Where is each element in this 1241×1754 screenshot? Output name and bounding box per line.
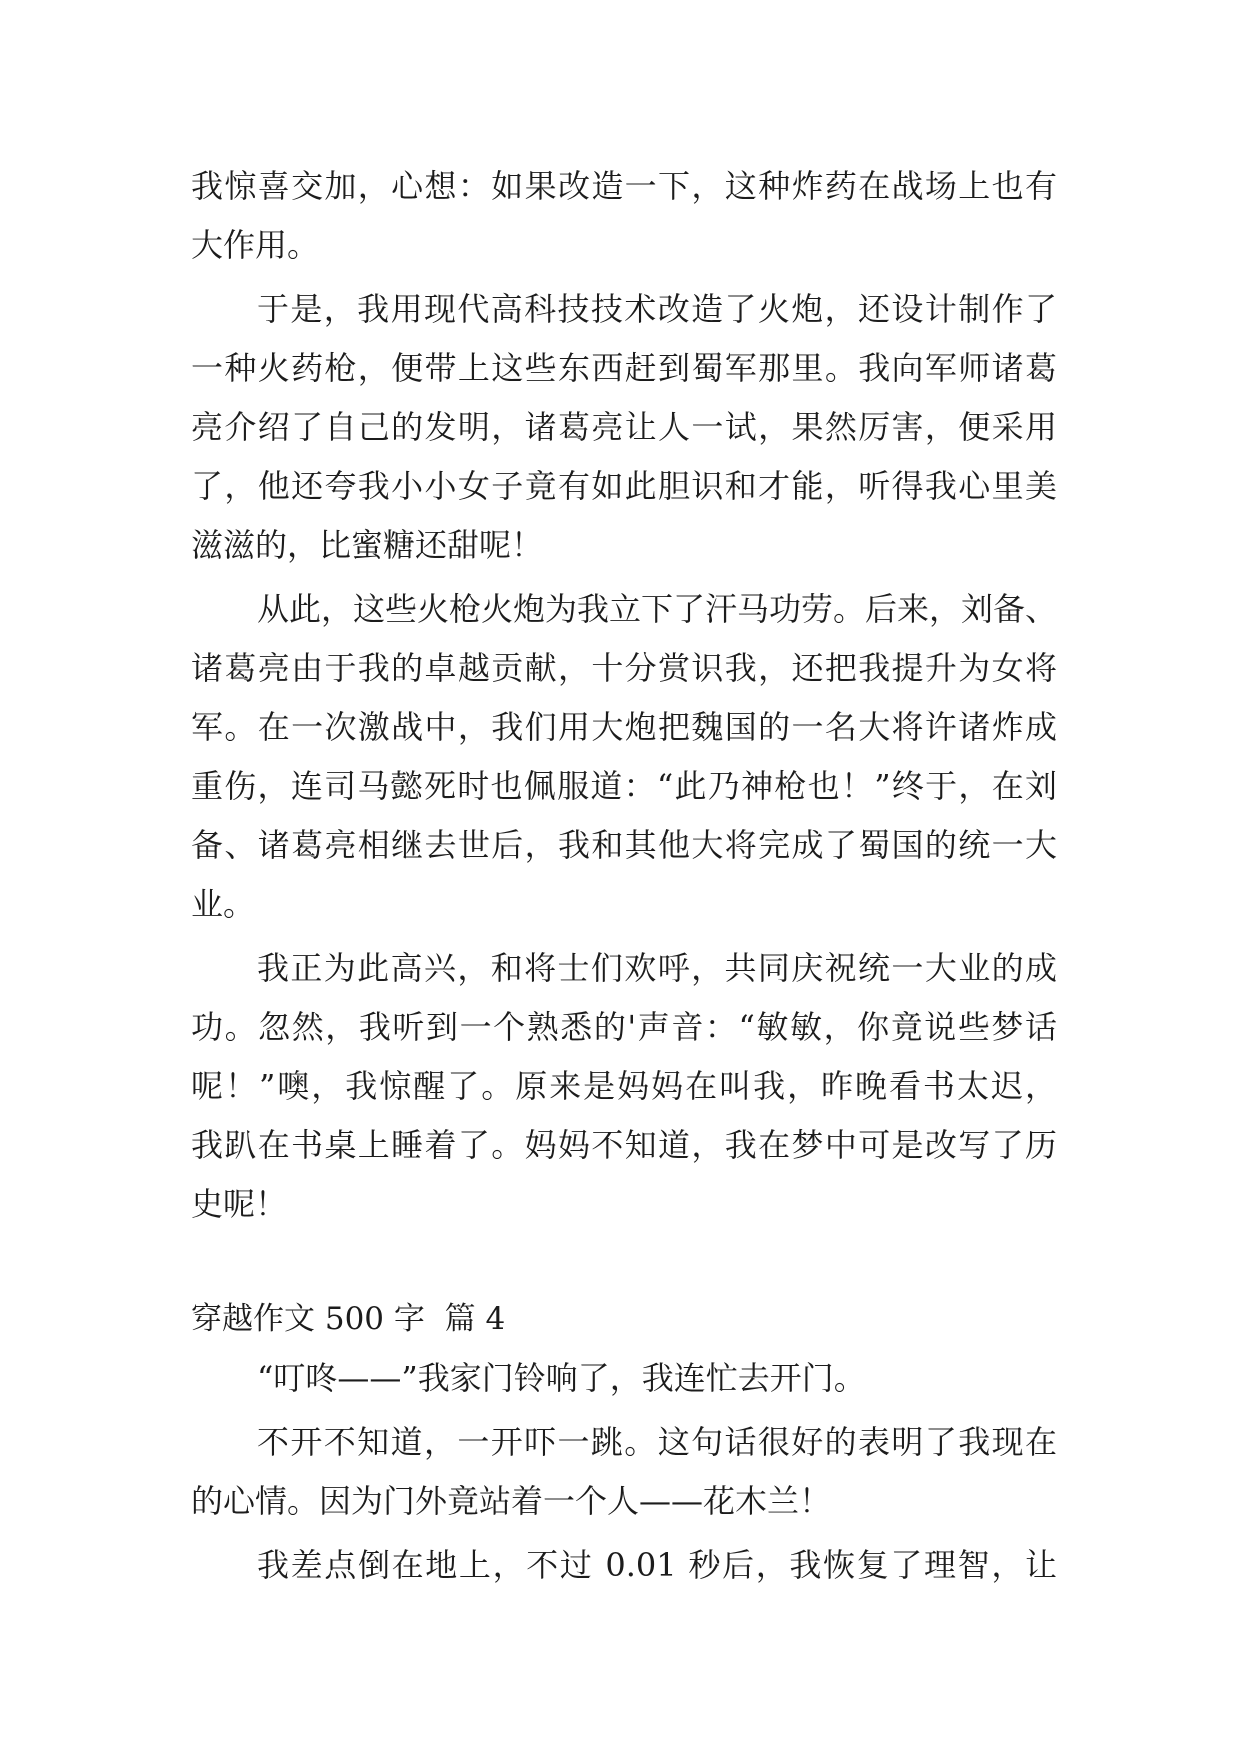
text-line: 我正为此高兴，和将士们欢呼，共同庆祝统一大业的成 bbox=[257, 949, 1057, 987]
text-line: 大作用。 bbox=[191, 226, 320, 264]
text-line: 了，他还夸我小小女子竟有如此胆识和才能，听得我心里美 bbox=[191, 467, 1057, 505]
section-heading: 穿越作文 500 字 篇 4 bbox=[191, 1301, 506, 1337]
paragraph bbox=[191, 1349, 1057, 1408]
text-line: 备、诸葛亮相继去世后，我和其他大将完成了蜀国的统一大 bbox=[191, 826, 1057, 864]
text-line: 于是，我用现代高科技技术改造了火炮，还设计制作了 bbox=[257, 290, 1057, 328]
text-line: 呢！”噢，我惊醒了。原来是妈妈在叫我，昨晚看书太迟， bbox=[191, 1067, 1057, 1105]
text-line: 业。 bbox=[191, 885, 256, 923]
paragraph bbox=[191, 1413, 1057, 1531]
paragraph bbox=[191, 580, 1057, 934]
paragraph bbox=[191, 280, 1057, 575]
text-line: 亮介绍了自己的发明，诸葛亮让人一试，果然厉害，便采用 bbox=[191, 408, 1057, 446]
text-line: 一种火药枪，便带上这些东西赶到蜀军那里。我向军师诸葛 bbox=[191, 349, 1057, 387]
paragraph bbox=[191, 1536, 1057, 1595]
text-line: 不开不知道，一开吓一跳。这句话很好的表明了我现在 bbox=[257, 1423, 1057, 1461]
text-line: 史呢！ bbox=[191, 1185, 288, 1223]
text-line: 诸葛亮由于我的卓越贡献，十分赏识我，还把我提升为女将 bbox=[191, 649, 1057, 687]
text-line: 滋滋的，比蜜糖还甜呢！ bbox=[191, 526, 544, 564]
text-line: 我惊喜交加，心想：如果改造一下，这种炸药在战场上也有 bbox=[191, 167, 1057, 205]
paragraph bbox=[191, 939, 1057, 1234]
text-line: 功。忽然，我听到一个熟悉的'声音：“敏敏，你竟说些梦话 bbox=[191, 1008, 1057, 1046]
document-body bbox=[191, 157, 1057, 1595]
text-line: “叮咚——”我家门铃响了，我连忙去开门。 bbox=[257, 1359, 866, 1397]
text-line: 从此，这些火枪火炮为我立下了汗马功劳。后来，刘备、 bbox=[257, 590, 1058, 628]
text-line: 的心情。因为门外竟站着一个人——花木兰！ bbox=[191, 1482, 832, 1520]
text-line: 军。在一次激战中，我们用大炮把魏国的一名大将许诸炸成 bbox=[191, 708, 1057, 746]
paragraph bbox=[191, 157, 1057, 275]
text-line: 我趴在书桌上睡着了。妈妈不知道，我在梦中可是改写了历 bbox=[191, 1126, 1057, 1164]
text-line: 我差点倒在地上，不过 0.01 秒后，我恢复了理智，让 bbox=[257, 1546, 1057, 1584]
text-line: 重伤，连司马懿死时也佩服道：“此乃神枪也！”终于，在刘 bbox=[191, 767, 1057, 805]
